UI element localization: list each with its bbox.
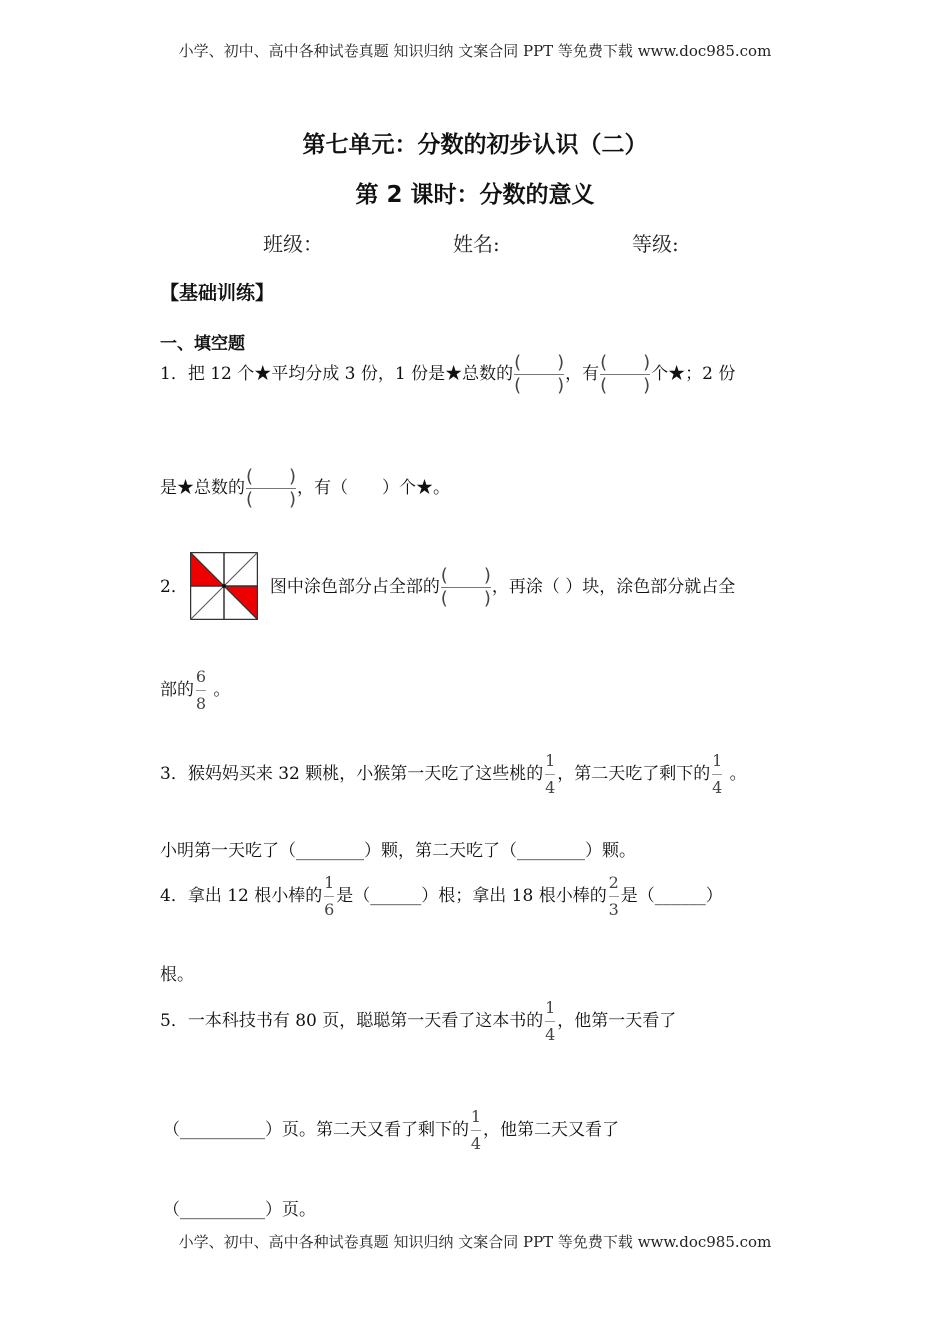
- question-3: 3．猴妈妈买来 32 颗桃，小猴第一天吃了这些桃的 $\frac{1}{4}$ ，第二天吃了剩下的 $\frac{1}{4}$ 。: [160, 751, 747, 797]
- question-2-continued: 部的 $\frac{6}{8}$ 。: [160, 667, 231, 713]
- fraction: $\frac{6}{8}$: [195, 667, 207, 713]
- question-3-answer-line[interactable]: 小明第一天吃了（________）颗，第二天吃了（________）颗。: [160, 841, 636, 861]
- fraction: $\frac{1}{4}$: [545, 998, 556, 1044]
- part-heading: 一、填空题: [160, 334, 245, 354]
- fraction: $\frac{1}{4}$: [470, 1107, 482, 1153]
- fraction: $\frac{1}{4}$: [545, 751, 556, 797]
- answer-fraction-blank[interactable]: $\frac{( )}{( )}$: [600, 352, 651, 396]
- answer-fraction-blank[interactable]: $\frac{( )}{( )}$: [440, 565, 491, 609]
- answer-fraction-blank[interactable]: $\frac{( )}{( )}$: [245, 466, 297, 510]
- fraction: $\frac{1}{6}$: [324, 873, 335, 919]
- name-field-label: 姓名:: [453, 232, 500, 256]
- page-subtitle: 第 2 课时：分数的意义: [355, 182, 595, 208]
- question-5: 5．一本科技书有 80 页，聪聪第一天看了这本书的 $\frac{1}{4}$ ，他第一天看了: [160, 998, 677, 1044]
- question-4: 4．拿出 12 根小棒的 $\frac{1}{6}$ 是（______）根；拿出 18 根小棒的 $\frac{2}{3}$ 是（______）: [160, 873, 723, 919]
- question-5-continued: （__________）页。第二天又看了剩下的 $\frac{1}{4}$ ，他第二天又看了: [163, 1107, 619, 1153]
- question-1: 1．把 12 个★平均分成 3 份，1 份是★总数的 $\frac{( )}{( )}$ ，有 $\frac{( )}{( )}$ 个★；2 份: [160, 352, 736, 396]
- question-5-answer-line[interactable]: （__________）页。: [163, 1200, 316, 1220]
- header-banner: 小学、初中、高中各种试卷真题 知识归纳 文案合同 PPT 等免费下载 www.doc985.com: [178, 42, 772, 60]
- page-title: 第七单元：分数的初步认识（二）: [302, 132, 648, 158]
- fraction: $\frac{1}{4}$: [712, 751, 723, 797]
- fraction: $\frac{2}{3}$: [608, 873, 619, 919]
- footer-banner: 小学、初中、高中各种试卷真题 知识归纳 文案合同 PPT 等免费下载 www.doc985.com: [178, 1233, 772, 1251]
- section-heading: 【基础训练】: [160, 282, 275, 304]
- class-field-label: 班级：: [263, 232, 323, 256]
- answer-fraction-blank[interactable]: $\frac{( )}{( )}$: [514, 352, 565, 396]
- question-4-continued: 根。: [160, 965, 194, 985]
- grade-field-label: 等级:: [632, 232, 679, 256]
- question-1-continued: 是★总数的 $\frac{( )}{( )}$ ，有（ ）个★。: [160, 466, 450, 510]
- question-2: 2． 图中涂色部分占全部的 $\frac{( )}{( )}$ ，再涂（ ）块，涂色部分就占全: [160, 565, 736, 609]
